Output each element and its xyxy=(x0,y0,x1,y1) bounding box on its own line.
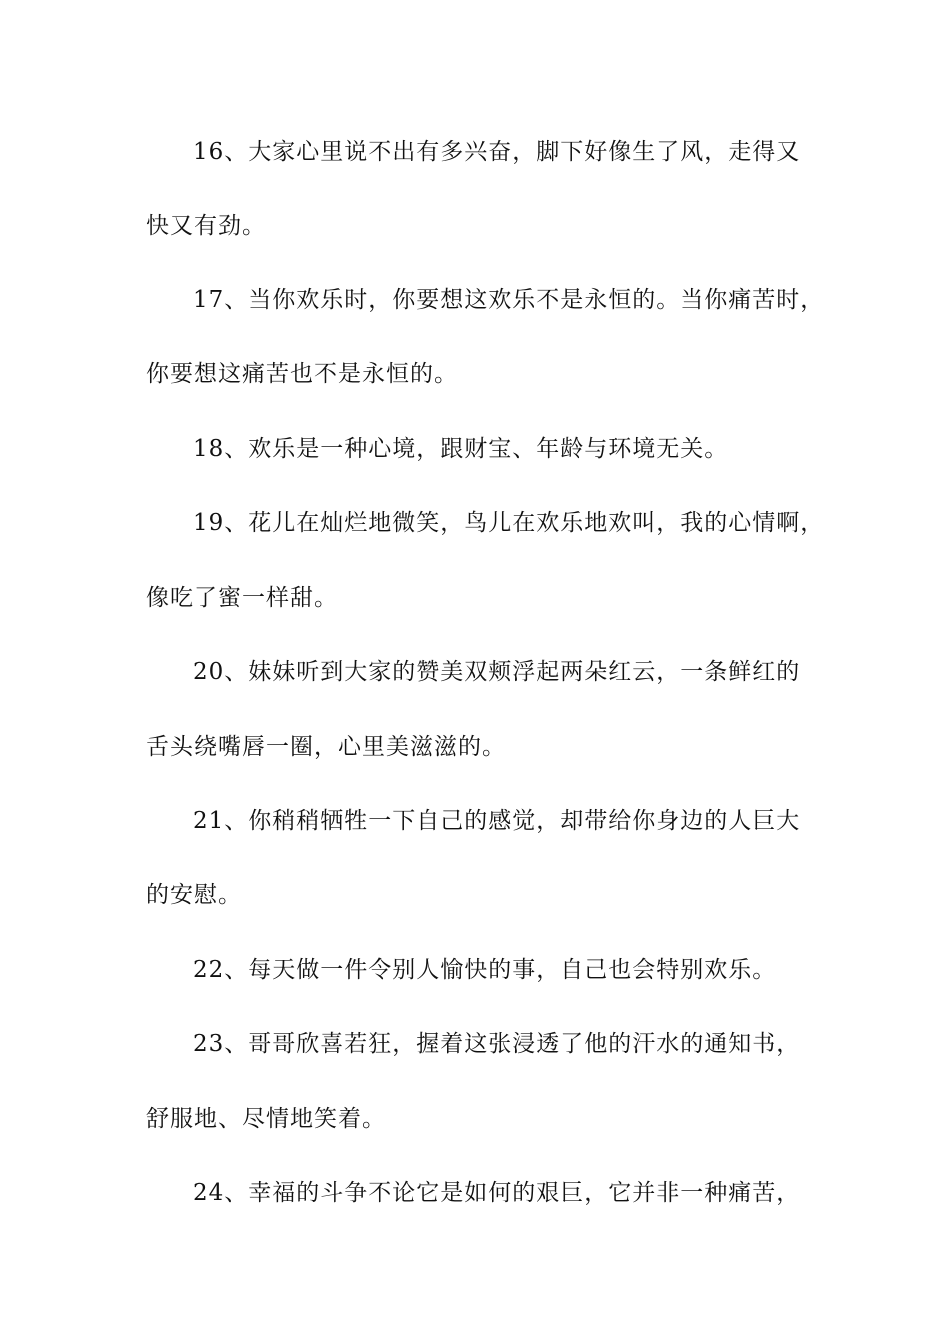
paragraph-19-line-1: 19、花儿在灿烂地微笑，鸟儿在欢乐地欢叫，我的心情啊， xyxy=(193,510,825,536)
paragraph-23-line-1: 23、哥哥欣喜若狂，握着这张浸透了他的汗水的通知书， xyxy=(193,1031,801,1057)
paragraph-21-line-2: 的安慰。 xyxy=(146,882,242,908)
paragraph-24-line-1: 24、幸福的斗争不论它是如何的艰巨，它并非一种痛苦， xyxy=(193,1180,801,1206)
paragraph-20-line-2: 舌头绕嘴唇一圈，心里美滋滋的。 xyxy=(146,734,506,760)
paragraph-16-line-2: 快又有劲。 xyxy=(146,213,266,239)
paragraph-17-line-1: 17、当你欢乐时，你要想这欢乐不是永恒的。当你痛苦时， xyxy=(193,287,825,313)
paragraph-21-line-1: 21、你稍稍牺牲一下自己的感觉，却带给你身边的人巨大 xyxy=(193,808,801,834)
paragraph-17-line-2: 你要想这痛苦也不是永恒的。 xyxy=(146,361,458,387)
paragraph-16-line-1: 16、大家心里说不出有多兴奋，脚下好像生了风，走得又 xyxy=(193,139,801,165)
paragraph-22-line-1: 22、每天做一件令别人愉快的事，自己也会特别欢乐。 xyxy=(193,957,777,983)
paragraph-19-line-2: 像吃了蜜一样甜。 xyxy=(146,585,338,611)
paragraph-20-line-1: 20、妹妹听到大家的赞美双颊浮起两朵红云，一条鲜红的 xyxy=(193,659,801,685)
paragraph-23-line-2: 舒服地、尽情地笑着。 xyxy=(146,1106,386,1132)
paragraph-18-line-1: 18、欢乐是一种心境，跟财宝、年龄与环境无关。 xyxy=(193,436,729,462)
